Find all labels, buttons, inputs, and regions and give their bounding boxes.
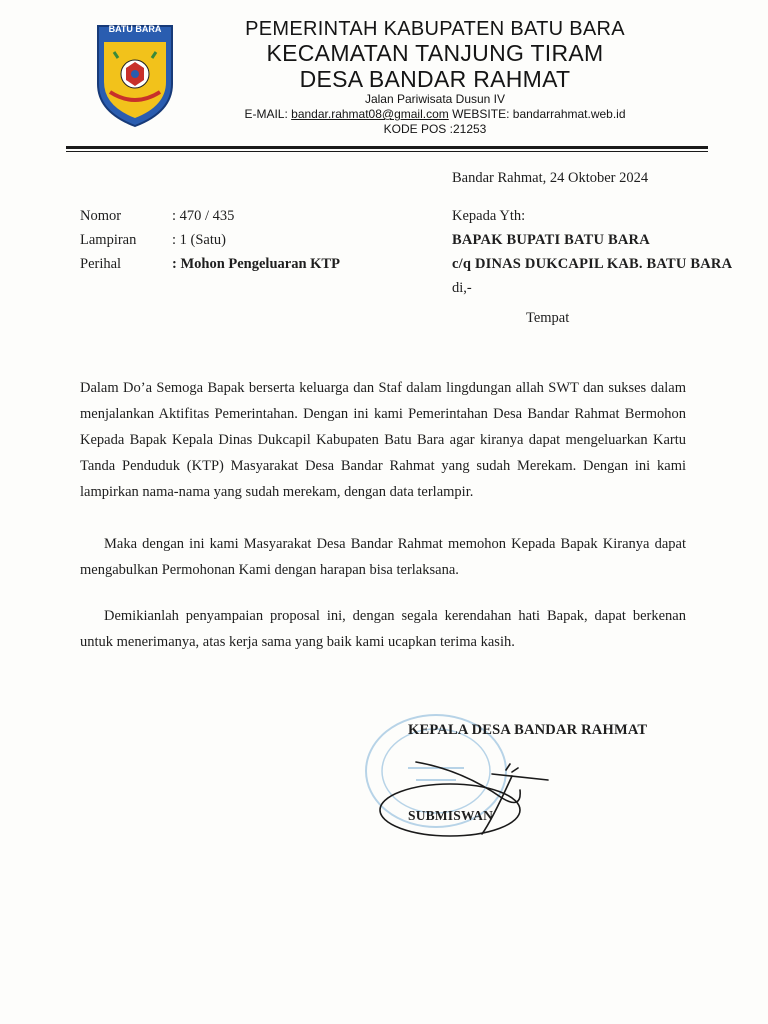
signatory-name: SUBMISWAN	[408, 808, 494, 823]
address-line: Jalan Pariwisata Dusun IV	[364, 92, 506, 106]
body-paragraph-3: Demikianlah penyampaian proposal ini, dengan segala kerendahan hati Bapak, dapat berkenan untuk menerimanya, atas kerja sama yang baik kami ucapkan terima kasih.	[80, 608, 686, 650]
body-paragraph-1: Dalam Do’a Semoga Bapak berserta keluarga dan Staf dalam lingdungan allah SWT dan sukses dalam menjalankan Aktifitas Pemerintahan. Dengan ini kami Pemerintahan Desa Bandar Rahmat Bermohon Kepada Bapak Kepala Dinas Dukcapil Kabupaten Batu Bara agar kiranya dapat mengeluarkan Kartu Tanda Penduduk (KTP) Masyarakat Desa Bandar Rahmat yang sudah Merekam. Dengan ini kami lampirkan nama-nama yang sudah merekam, dengan data terlampir.	[80, 380, 686, 500]
recipient-name: BAPAK BUPATI BATU BARA	[452, 232, 650, 248]
header-rule-thin	[66, 151, 708, 152]
perihal-label: Perihal	[80, 256, 122, 272]
recipient-di: di,-	[452, 280, 472, 296]
recipient-greeting: Kepada Yth:	[452, 208, 526, 224]
handwritten-signature	[372, 740, 562, 840]
lampiran-value: : 1 (Satu)	[172, 232, 226, 248]
lampiran-label: Lampiran	[80, 232, 137, 248]
meta-row-lampiran	[80, 228, 340, 252]
meta-row-perihal	[80, 252, 340, 276]
letter-date: Bandar Rahmat, 24 Oktober 2024	[452, 170, 649, 186]
contact-line	[200, 107, 670, 122]
perihal-value: : Mohon Pengeluaran KTP	[172, 256, 340, 272]
village-line: DESA BANDAR RAHMAT	[299, 66, 571, 92]
body-paragraph-2: Maka dengan ini kami Masyarakat Desa Bandar Rahmat memohon Kepada Bapak Kiranya dapat mengabulkan Permohonan Kami dengan harapan bisa terlaksana.	[80, 536, 686, 578]
meta-row-nomor	[80, 204, 340, 228]
gov-line: PEMERINTAH KABUPATEN BATU BARA	[245, 18, 625, 40]
nomor-value: : 470 / 435	[172, 208, 235, 224]
letterhead	[200, 18, 670, 137]
recipient-place: Tempat	[526, 310, 570, 326]
website-link[interactable]: bandarrahmat.web.id	[512, 107, 626, 121]
email-link[interactable]: bandar.rahmat08@gmail.com	[291, 107, 449, 121]
nomor-label: Nomor	[80, 208, 122, 224]
signatory-title: KEPALA DESA BANDAR RAHMAT	[408, 722, 648, 738]
recipient-via: c/q DINAS DUKCAPIL KAB. BATU BARA	[452, 256, 733, 272]
letter-meta	[80, 204, 340, 276]
email-label: E-MAIL:	[244, 107, 288, 121]
district-line: KECAMATAN TANJUNG TIRAM	[266, 40, 604, 66]
recipient-block	[452, 204, 732, 330]
logo-text: BATU BARA	[108, 24, 162, 34]
website-label: WEBSITE:	[452, 107, 510, 121]
header-rule-thick	[66, 146, 708, 149]
batu-bara-logo	[94, 22, 176, 128]
postal-code: KODE POS :21253	[383, 122, 487, 136]
